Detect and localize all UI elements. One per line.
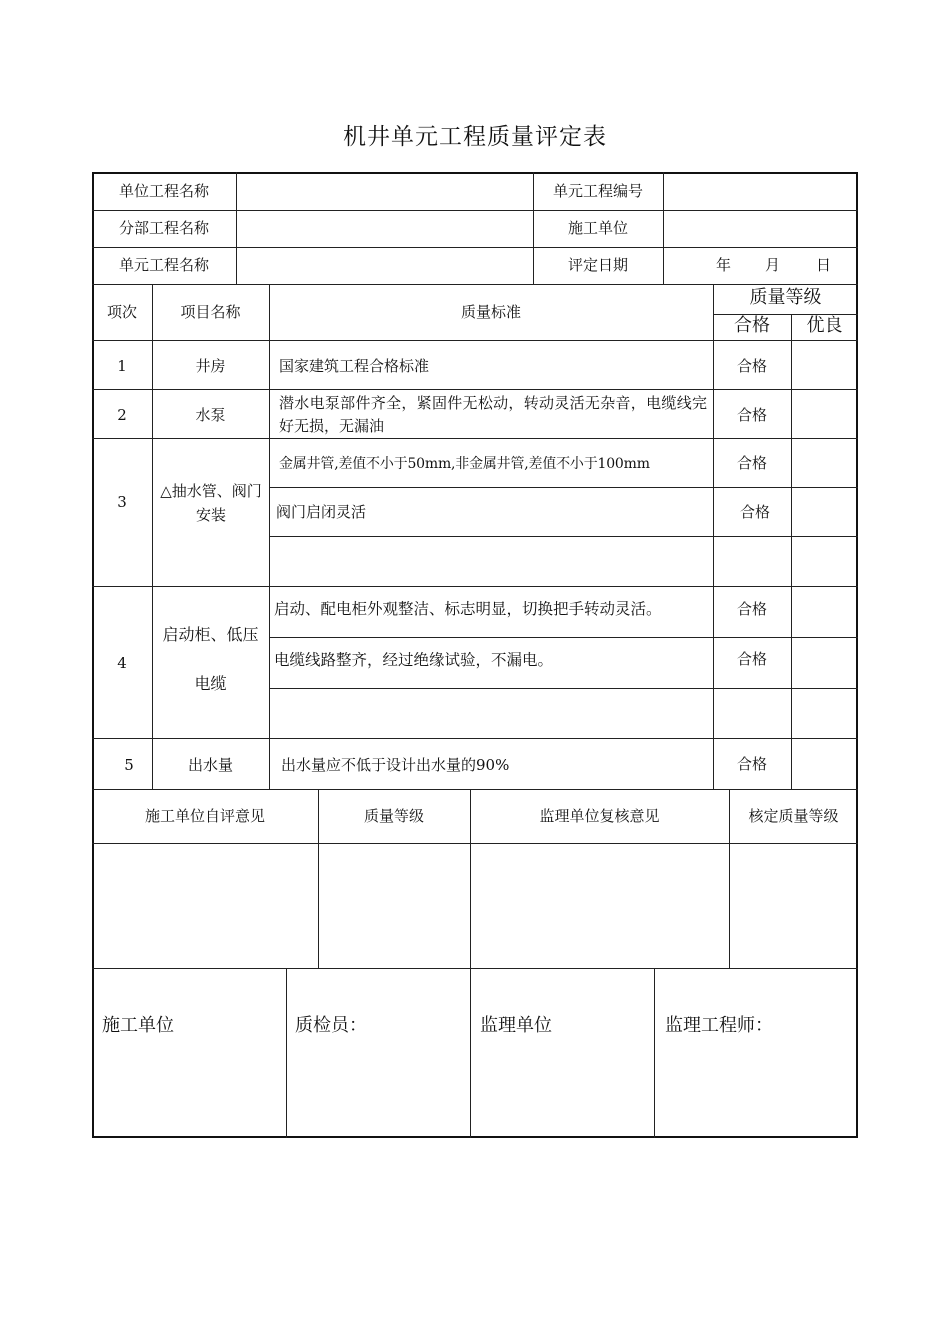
signature-construction-unit: 施工单位	[102, 1015, 174, 1036]
item-name: 电缆	[194, 674, 227, 693]
item-no: 1	[117, 357, 127, 375]
row-divider	[92, 968, 858, 969]
quality-grade-label: 质量等级	[363, 807, 424, 825]
column-divider	[791, 314, 792, 789]
row-divider	[92, 586, 858, 587]
quality-standard: 阀门启闭灵活	[276, 503, 367, 521]
cell-project-no-label: 单元工程编号	[552, 182, 643, 200]
item-no: 3	[117, 493, 127, 511]
col-excellent: 优良	[806, 315, 843, 336]
col-grade: 质量等级	[749, 287, 822, 308]
pass-mark: 合格	[739, 503, 770, 521]
row-divider	[269, 688, 858, 689]
item-name: △抽水管、阀门安装	[160, 482, 262, 524]
col-item-name: 项目名称	[180, 303, 241, 321]
signature-supervision-engineer: 监理工程师：	[665, 1015, 773, 1036]
column-divider	[654, 968, 655, 1138]
pass-mark: 合格	[736, 755, 767, 773]
column-divider	[663, 172, 664, 284]
row-divider	[92, 738, 858, 739]
item-no: 5	[124, 756, 134, 774]
row-divider	[92, 210, 858, 211]
pass-mark: 合格	[736, 600, 767, 618]
signature-inspector: 质检员：	[295, 1015, 367, 1036]
self-eval-opinion-label: 施工单位自评意见	[144, 807, 265, 825]
row-divider	[269, 536, 858, 537]
signature-supervision-unit: 监理单位	[480, 1015, 552, 1036]
page-title: 机井单元工程质量评定表	[343, 124, 607, 150]
row-divider	[92, 389, 858, 390]
supervision-review-label: 监理单位复核意见	[539, 807, 660, 825]
col-standard: 质量标准	[460, 303, 521, 321]
item-no: 2	[117, 406, 127, 424]
quality-standard: 启动、配电柜外观整洁、标志明显，切换把手转动灵活。	[274, 600, 662, 618]
cell-project-name-label: 单元工程名称	[118, 256, 209, 274]
row-divider	[92, 340, 858, 341]
column-divider	[269, 284, 270, 789]
verified-grade-label: 核定质量等级	[748, 807, 839, 825]
item-name: 水泵	[195, 406, 226, 424]
col-pass: 合格	[734, 315, 770, 336]
row-divider	[92, 247, 858, 248]
date-year-label: 年	[716, 256, 732, 274]
quality-standard: 金属井管,差值不小于50mm,非金属井管,差值不小于100mm	[279, 456, 650, 472]
date-day-label: 日	[816, 256, 832, 274]
date-month-label: 月	[765, 256, 781, 274]
item-name: 井房	[195, 357, 226, 375]
sub-project-name-label: 分部工程名称	[118, 219, 209, 237]
item-no: 4	[117, 654, 127, 672]
row-divider	[92, 789, 858, 790]
row-divider	[92, 284, 858, 285]
column-divider	[236, 172, 237, 284]
row-divider	[269, 637, 858, 638]
quality-standard: 潜水电泵部件齐全，紧固件无松动，转动灵活无杂音，电缆线完好无损，无漏油	[279, 394, 707, 435]
column-divider	[286, 968, 287, 1138]
item-name: 启动柜、低压	[162, 625, 259, 644]
row-divider	[269, 487, 858, 488]
column-divider	[470, 968, 471, 1138]
construction-unit-label: 施工单位	[567, 219, 628, 237]
row-divider	[92, 843, 858, 844]
pass-mark: 合格	[736, 650, 767, 668]
pass-mark: 合格	[736, 406, 767, 424]
row-divider	[92, 438, 858, 439]
quality-standard: 电缆线路整齐，经过绝缘试验，不漏电。	[274, 651, 554, 669]
unit-project-name-label: 单位工程名称	[118, 182, 209, 200]
col-item-no: 项次	[106, 303, 137, 321]
quality-standard: 国家建筑工程合格标准	[279, 357, 430, 375]
pass-mark: 合格	[736, 454, 767, 472]
quality-standard: 出水量应不低于设计出水量的90%	[281, 756, 510, 774]
item-name: 出水量	[187, 756, 233, 774]
eval-date-label: 评定日期	[567, 256, 628, 274]
pass-mark: 合格	[736, 357, 767, 375]
